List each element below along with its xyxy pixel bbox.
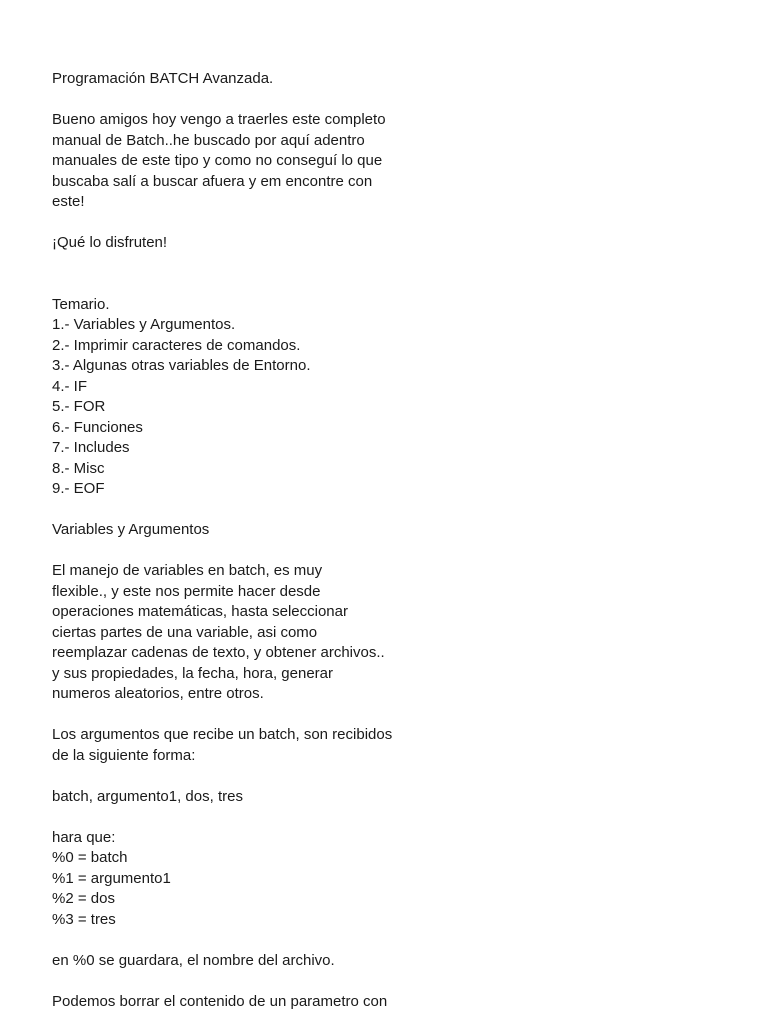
spacer	[52, 766, 432, 787]
example-command: batch, argumento1, dos, tres	[52, 787, 243, 805]
paragraph-line: de la siguiente forma:	[52, 746, 196, 764]
toc-item: 8.- Misc	[52, 459, 105, 477]
paragraph-line: flexible., y este nos permite hacer desde	[52, 582, 321, 600]
spacer	[52, 930, 432, 951]
toc-item: 9.- EOF	[52, 480, 105, 497]
toc-item: 4.- IF	[52, 377, 88, 395]
toc-item: 2.- Imprimir caracteres de comandos.	[52, 336, 301, 354]
paragraph-line: El manejo de variables en batch, es muy	[52, 562, 323, 579]
toc-item: 7.- Includes	[52, 439, 130, 456]
last-line: Podemos borrar el contenido de un parametro con	[52, 992, 388, 1010]
paragraph-line: reemplazar cadenas de texto, y obtener archivos..	[52, 644, 385, 661]
intro-line: manual de Batch..he buscado por aquí adentro	[52, 131, 365, 149]
paragraph-line: ciertas partes de una variable, asi como	[52, 623, 318, 641]
spacer	[52, 90, 432, 111]
result-line: %1 = argumento1	[52, 869, 171, 887]
document-body	[52, 69, 432, 1012]
paragraph-line: numeros aleatorios, entre otros.	[52, 685, 264, 702]
spacer	[52, 254, 432, 275]
toc-heading: Temario.	[52, 295, 110, 313]
toc-item: 3.- Algunas otras variables de Entorno.	[52, 357, 311, 374]
paragraph-line: y sus propiedades, la fecha, hora, generar	[52, 664, 334, 682]
toc-item: 5.- FOR	[52, 398, 106, 415]
note-line: en %0 se guardara, el nombre del archivo.	[52, 951, 335, 969]
intro-line: este!	[52, 193, 85, 210]
document-title: Programación BATCH Avanzada.	[52, 70, 274, 87]
result-line: %3 = tres	[52, 910, 116, 928]
intro-line: buscaba salí a buscar afuera y em encontre con	[52, 172, 373, 190]
spacer	[52, 705, 432, 726]
result-line: %2 = dos	[52, 890, 115, 907]
spacer	[52, 213, 432, 234]
spacer	[52, 541, 432, 562]
section-heading: Variables y Argumentos	[52, 521, 210, 538]
toc-item: 1.- Variables y Argumentos.	[52, 316, 236, 333]
spacer	[52, 807, 432, 828]
intro-line: manuales de este tipo y como no conseguí lo que	[52, 152, 383, 169]
spacer	[52, 971, 432, 992]
result-line: %0 = batch	[52, 849, 128, 866]
spacer	[52, 500, 432, 521]
result-intro: hara que:	[52, 828, 116, 846]
paragraph-line: operaciones matemáticas, hasta seleccionar	[52, 603, 348, 620]
greeting: ¡Qué lo disfruten!	[52, 234, 168, 251]
intro-line: Bueno amigos hoy vengo a traerles este completo	[52, 111, 386, 128]
toc-item: 6.- Funciones	[52, 418, 143, 436]
paragraph-line: Los argumentos que recibe un batch, son recibidos	[52, 726, 393, 743]
spacer	[52, 274, 432, 295]
